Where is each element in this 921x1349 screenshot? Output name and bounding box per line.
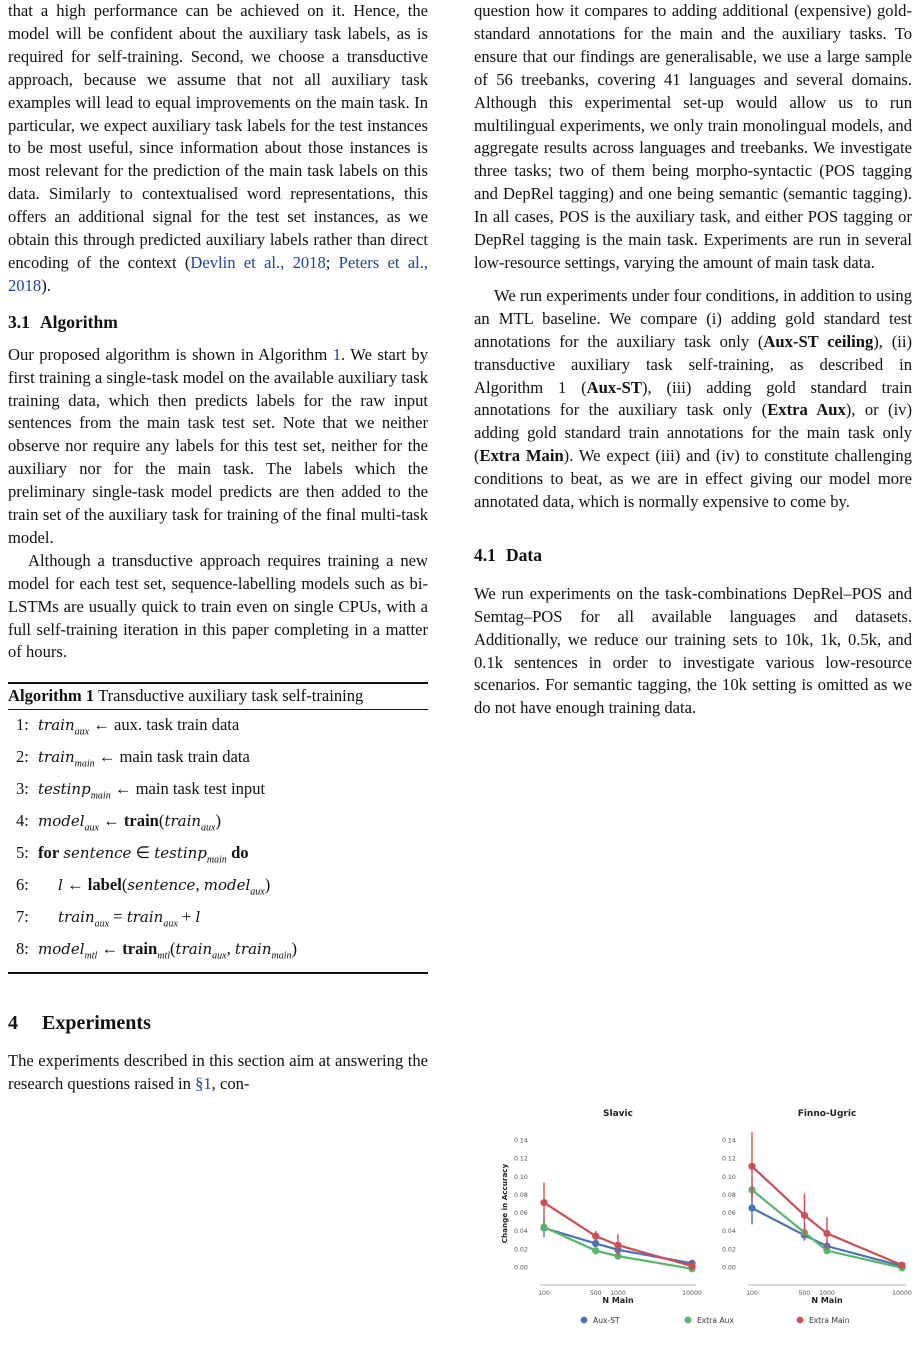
section-reference[interactable]: §1 <box>195 1074 212 1094</box>
results-chart-svg <box>474 1082 914 1344</box>
algorithm-line: 5: for sentence ∈ testinp$_{main}$ do <box>16 842 249 866</box>
section-heading-experiments: 4 Experiments <box>8 1011 151 1034</box>
right-column <box>474 0 912 720</box>
algorithm-reference[interactable]: 1 <box>332 344 341 364</box>
x-tick-label: 1000 <box>819 1290 835 1297</box>
legend-marker <box>797 1317 804 1324</box>
legend-label: Extra Aux <box>697 1316 734 1325</box>
x-tick-label: 100 <box>746 1290 758 1297</box>
algorithm-line: 1: train$_{aux}$ ← aux. task train data <box>16 715 240 738</box>
algorithm-box <box>8 682 428 973</box>
x-tick-label: 1000 <box>610 1290 626 1297</box>
subsection-heading-data: 4.1 Data <box>474 544 542 565</box>
data-point <box>823 1230 830 1237</box>
paragraph-data: We run experiments on the task-combinations DepRel–POS and Semtag–POS for all available languages and datasets. Additionally, we reduce our training sets to 10k, 1k, 0.5k, and 0.1k sentences in order to investigate various low-resource scenarios. For semantic tagging, the 10k setting is omitted as we do not have enough training data. <box>474 583 912 718</box>
y-tick-label: 0.06 <box>514 1210 528 1218</box>
algorithm-line: 7: train$_{aux}$ = train$_{aux}$ + l <box>16 906 201 930</box>
condition-extra-main: Extra Main <box>479 446 564 466</box>
algorithm-line: 6: l ← label(sentence, model$_{aux}$) <box>16 874 271 898</box>
paragraph-conditions: We run experiments under four conditions, in addition to using an MTL baseline. We compare (i) adding gold standard test annotations for the auxiliary task only (Aux-ST ceiling), (ii) transductive auxiliary task self-training, as described in Algorithm 1 (Aux-ST), (iii) adding gold standard train annotations for the auxiliary task only (Extra Aux), or (iv) adding gold standard train annotations for the main task only (Extra Main). We expect (iii) and (iv) to constitute challenging conditions to beat, as we are in effect giving our model more annotated data, which is normally expensive to come by. <box>474 285 913 512</box>
y-tick-label: 0.04 <box>514 1228 528 1236</box>
x-tick-label: 100 <box>538 1290 550 1297</box>
y-tick-label: 0.10 <box>722 1173 736 1181</box>
data-point <box>898 1262 905 1269</box>
legend-marker <box>581 1317 588 1324</box>
condition-aux-st-ceiling: Aux-ST ceiling <box>763 331 874 351</box>
subsection-heading-algorithm: 3.1 Algorithm <box>8 311 118 332</box>
chart-title: Slavic <box>603 1109 633 1119</box>
y-axis-label: Change in Accuracy <box>500 1163 509 1244</box>
paragraph-research-questions: question how it compares to adding additional (expensive) gold-standard annotations for the main and the auxiliary tasks. To ensure that our findings are generalisable, we use a large sample of 56 treebanks, covering 41 languages and several domains. Although this experimental set-up would allow us to run multilingual experiments, we only train monolingual models, and aggregate results across languages and treebanks. We investigate three tasks; two of them being morpho-syntactic (POS tagging and DepRel tagging) and one being semantic (semantic tagging). In all cases, POS is the auxiliary task, and either POS tagging or DepRel tagging is the main task. Experiments are run in several low-resource settings, varying the amount of main task data. <box>474 1 912 272</box>
y-tick-label: 0.00 <box>514 1264 528 1272</box>
data-point <box>748 1204 755 1211</box>
left-column <box>8 0 428 1096</box>
legend-marker <box>685 1317 692 1324</box>
data-point <box>540 1199 547 1206</box>
paragraph-intro: that a high performance can be achieved on it. Hence, the model will be confident about the auxiliary task labels, as is required for self-training. Second, we choose a transductive approach, because we assume that not all auxiliary task examples will lead to equal improvements on the main task. In particular, we expect auxiliary task labels for the test instances to be most useful, since information about those instances is most relevant for the prediction of the main task labels on this data. Similarly to contextualised word representations, this offers an additional signal for the test set instances, as we obtain this through predicted auxiliary labels rather than direct encoding of the context (Devlin et al., 2018; Peters et al., 2018). <box>8 1 428 295</box>
data-point <box>801 1212 808 1219</box>
condition-aux-st: Aux-ST <box>586 377 642 397</box>
y-tick-label: 0.02 <box>514 1246 528 1254</box>
data-point <box>592 1233 599 1240</box>
citation-devlin[interactable]: Devlin et al., 2018 <box>190 252 326 272</box>
x-axis-label: N Main <box>811 1296 843 1305</box>
results-figure <box>474 1082 914 1344</box>
paragraph-transductive: Although a transductive approach requires training a new model for each test set, sequence-labelling models such as bi-LSTMs are usually quick to train even on single CPUs, with a full self-training iteration in this paper completing in a matter of hours. <box>8 550 428 662</box>
x-axis-label: N Main <box>602 1296 634 1305</box>
x-tick-label: 10000 <box>892 1290 912 1297</box>
data-point <box>592 1247 599 1254</box>
paragraph-algorithm: Our proposed algorithm is shown in Algorithm 1. We start by first training a single-task model on the available auxiliary task training data, which then predicts labels for the raw input sentences from the main task test set. Note that we neither observe nor require any labels for this test set, neither for the auxiliary nor for the main task. The labels which the preliminary single-task model predicts are then added to the train set of the auxiliary task for training of the final multi-task model. <box>8 344 428 547</box>
y-tick-label: 0.02 <box>722 1246 736 1254</box>
legend-label: Extra Main <box>809 1316 850 1325</box>
x-tick-label: 10000 <box>682 1290 702 1297</box>
algorithm-line: 8: model$_{mtl}$ ← train$_{mtl}$(train$_{aux}$, train$_{main}$) <box>16 938 298 961</box>
y-tick-label: 0.10 <box>514 1173 528 1181</box>
y-tick-label: 0.08 <box>514 1191 528 1199</box>
citation-peters[interactable]: Peters et al., 2018 <box>8 252 428 295</box>
legend-label: Aux-ST <box>593 1316 620 1325</box>
condition-extra-aux: Extra Aux <box>767 400 846 420</box>
algorithm-line: 3: testinp$_{main}$ ← main task test input <box>16 779 266 802</box>
algorithm-line: 2: train$_{main}$ ← main task train data <box>16 747 250 770</box>
paragraph-experiments: The experiments described in this section aim at answering the research questions raised in §1, con- <box>8 1051 428 1094</box>
x-tick-label: 500 <box>589 1290 602 1297</box>
x-tick-label: 500 <box>798 1290 811 1297</box>
y-tick-label: 0.14 <box>514 1137 528 1145</box>
y-tick-label: 0.12 <box>722 1155 736 1163</box>
y-tick-label: 0.04 <box>722 1228 736 1236</box>
y-tick-label: 0.00 <box>722 1264 736 1272</box>
data-point <box>688 1262 695 1269</box>
data-point <box>748 1163 755 1170</box>
algorithm-caption: Algorithm 1 Transductive auxiliary task self-training <box>8 684 428 710</box>
y-tick-label: 0.14 <box>722 1137 736 1145</box>
data-point <box>614 1242 621 1249</box>
y-tick-label: 0.08 <box>722 1191 736 1199</box>
algorithm-line: 4: model$_{aux}$ ← train(train$_{aux}$) <box>16 811 222 834</box>
data-point <box>540 1223 547 1230</box>
y-tick-label: 0.06 <box>722 1210 736 1218</box>
y-tick-label: 0.12 <box>514 1155 528 1163</box>
chart-title: Finno-Ugric <box>797 1109 857 1119</box>
